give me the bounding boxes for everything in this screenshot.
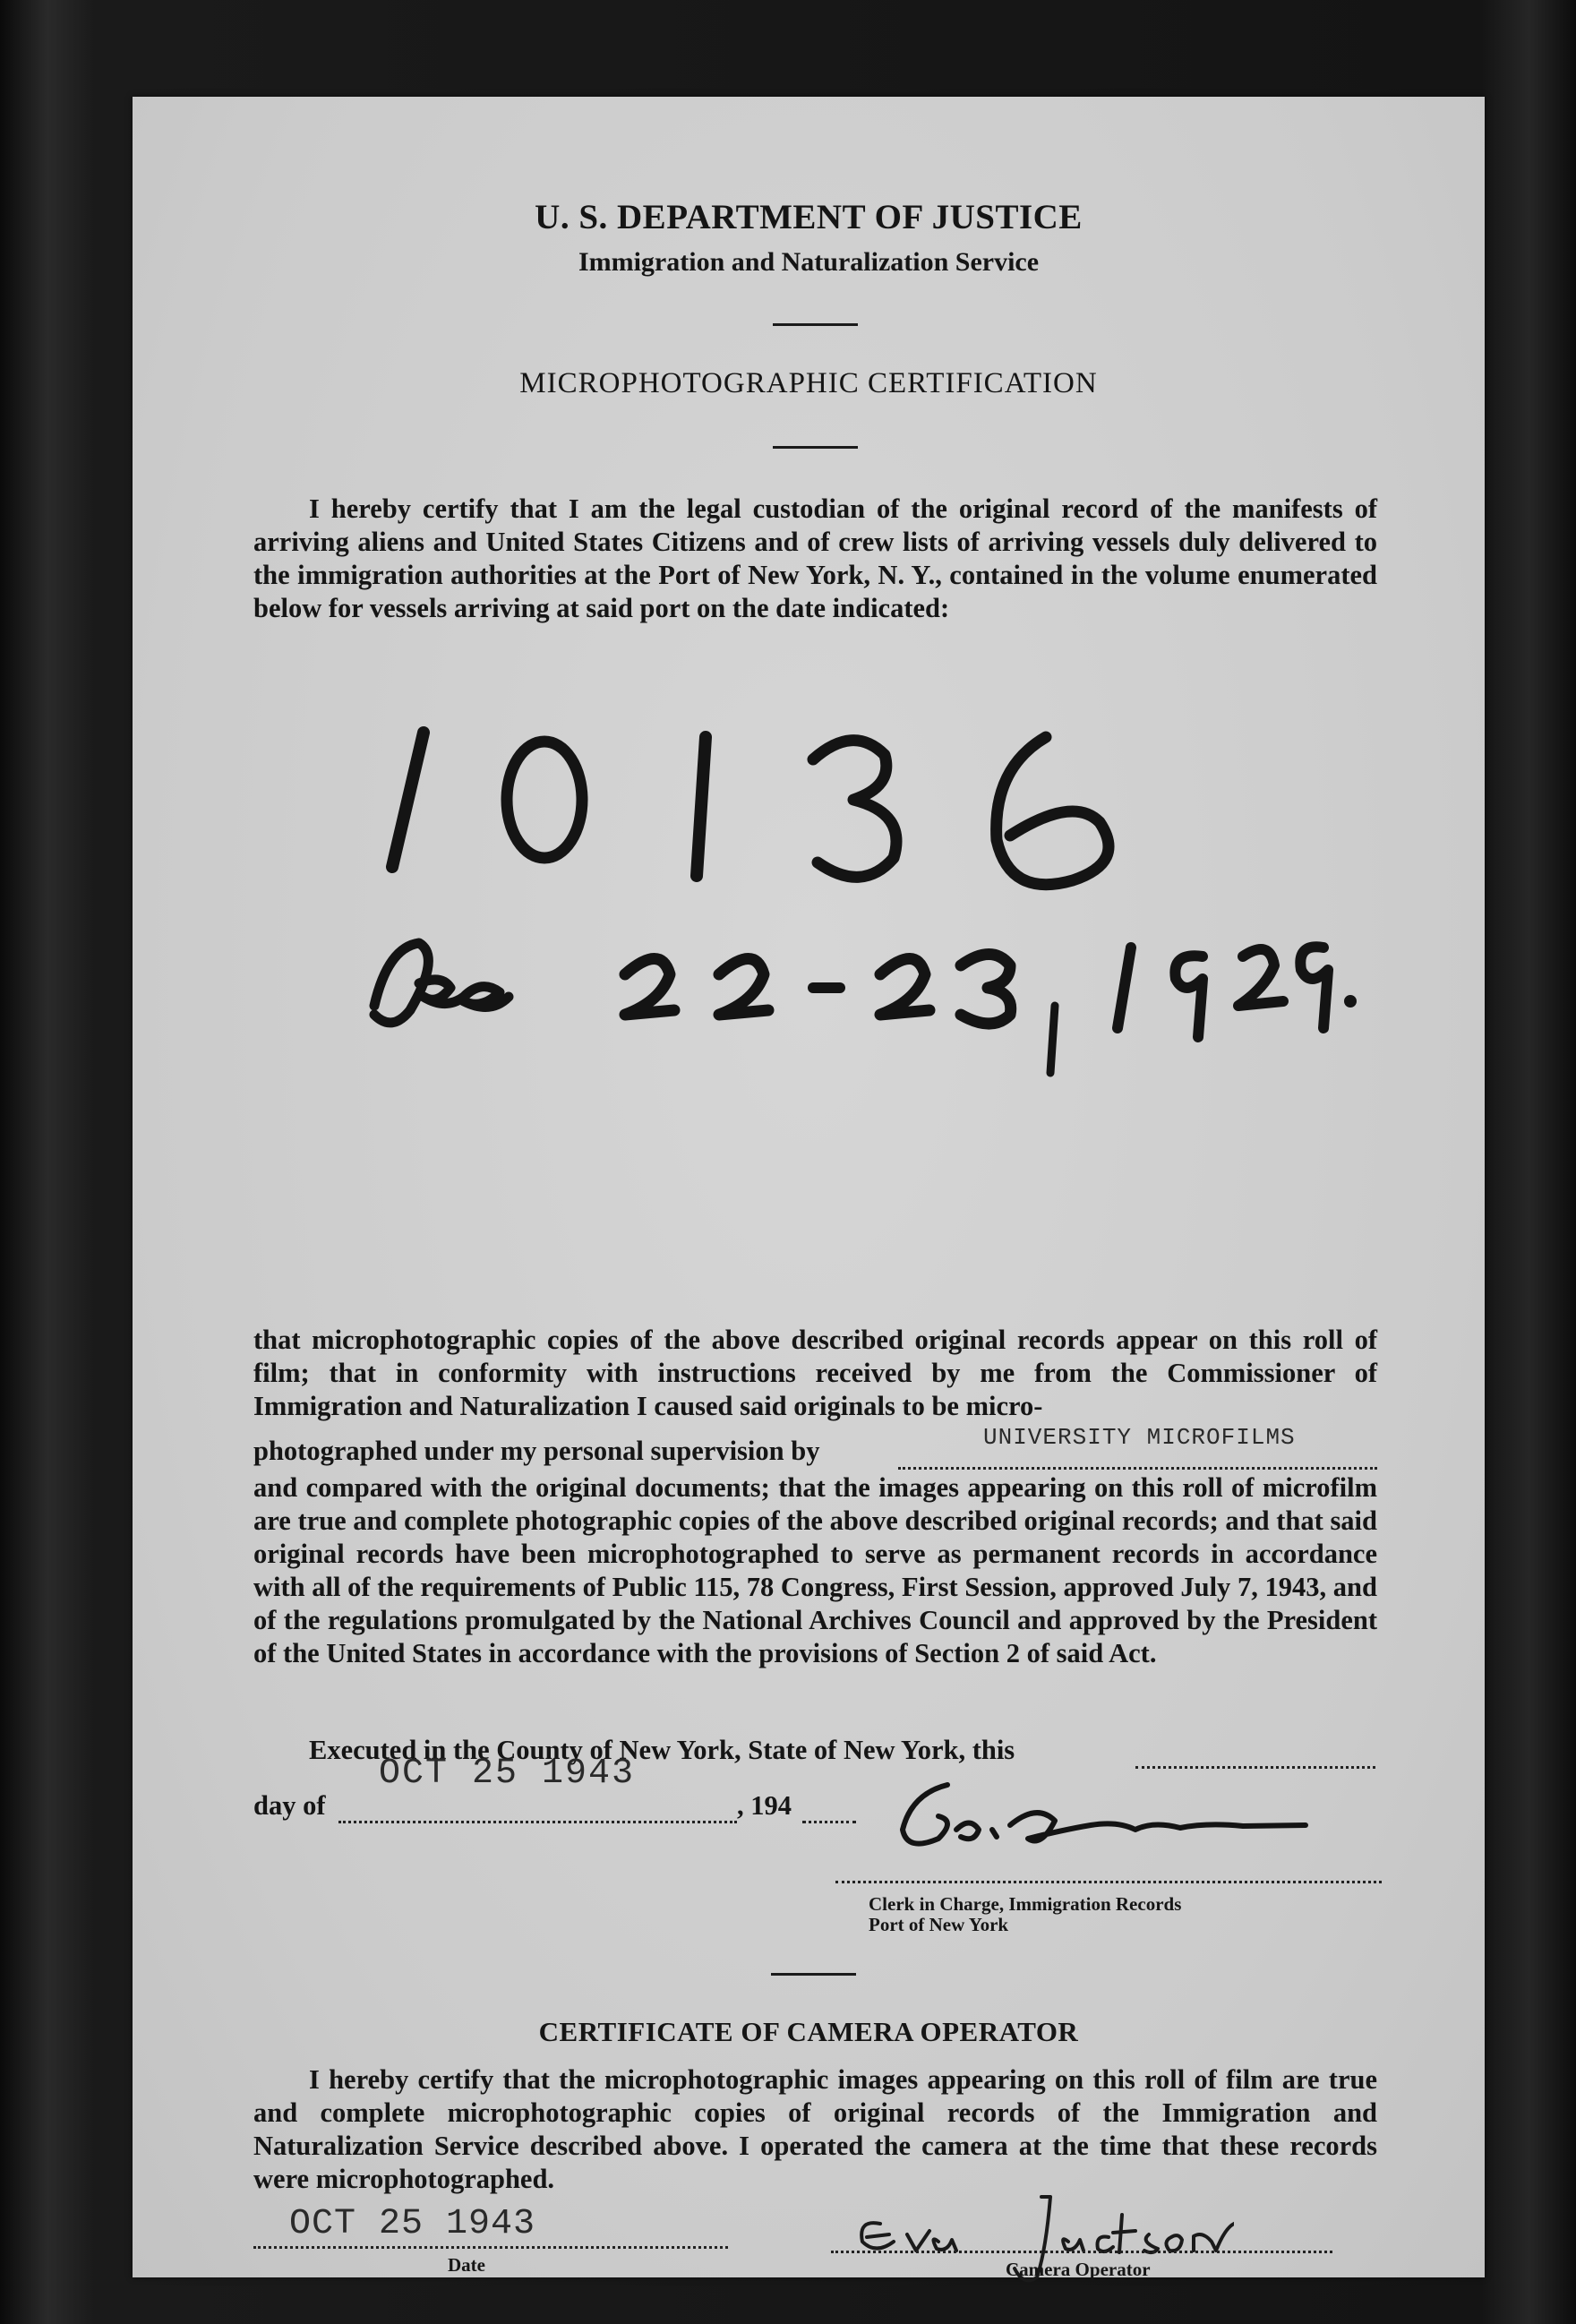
certificate-page	[133, 97, 1485, 2280]
camera-operator-line	[831, 2251, 1332, 2253]
handwritten-entry	[365, 688, 1404, 1189]
executed-date-stamp: OCT 25 1943	[379, 1754, 636, 1794]
supervision-label: photographed under my personal supervision by	[253, 1436, 820, 1466]
handwritten-month	[374, 943, 509, 1023]
camera-date-stamp: OCT 25 1943	[289, 2204, 536, 2244]
camera-paragraph: I hereby certify that the microphotographic images appearing on this roll of film are true and complete microphotographic copies of original records of the Immigration and Naturalization Service described above. I operated the camera at the time that these records were microphotographed.	[253, 2064, 1377, 2194]
clerk-title	[869, 1894, 1181, 1935]
supervisor-stamp: UNIVERSITY MICROFILMS	[983, 1424, 1296, 1451]
year-prefix: , 194	[737, 1790, 792, 1821]
digit-6	[997, 737, 1109, 885]
clerk-signature	[885, 1767, 1315, 1865]
department-heading: U. S. DEPARTMENT OF JUSTICE	[535, 198, 1083, 236]
date-label: Date	[448, 2254, 485, 2276]
camera-operator-heading: CERTIFICATE OF CAMERA OPERATOR	[538, 2016, 1079, 2047]
digit-1a	[392, 733, 424, 867]
body-paragraph-2: and compared with the original documents; that the images appearing on this roll of microfilm are true and complete photographic copies of the above described original records; and that said original records have been microphotographed to serve as permanent records in accordance with all of the requirements of Public 115, 78 Congress, First Session, approved July 7, 1943, and of the regulations promulgated by the National Archives Council and approved by the President of the United States in accordance with the provisions of Section 2 of said Act.	[253, 1472, 1377, 1668]
day-of-dotted-line	[338, 1821, 737, 1823]
day-of-label: day of	[253, 1790, 326, 1821]
camera-operator-label: Camera Operator	[1006, 2259, 1151, 2280]
executed-text: Executed in the County of New York, State of New York, this	[309, 1735, 1015, 1765]
body-paragraph-1: that microphotographic copies of the above described original records appear on this roll of film; that in conformity with instructions received by me from the Commissioner of Immigration and Naturalization I caused said originals to be micro-	[253, 1325, 1377, 1421]
intro-paragraph: I hereby certify that I am the legal custodian of the original record of the manifests of arriving aliens and United States Citizens and of crew lists of arriving vessels duly delivered to the immigration authorities at the Port of New York, N. Y., contained in the volume enumerated below for vessels arriving at said port on the date indicated:	[253, 493, 1377, 623]
year-dotted-line	[802, 1821, 856, 1823]
certification-title: MICROPHOTOGRAPHIC CERTIFICATION	[519, 367, 1098, 399]
digit-0	[507, 742, 582, 858]
digit-1b	[697, 737, 706, 876]
digit-3	[813, 741, 896, 878]
clerk-title-line1: Clerk in Charge, Immigration Records	[869, 1893, 1182, 1915]
divider-second	[773, 446, 858, 449]
clerk-signature-line	[835, 1881, 1382, 1883]
supervision-dotted-line	[898, 1467, 1377, 1470]
camera-date-line	[253, 2246, 728, 2249]
divider-camera	[771, 1973, 856, 1976]
divider-top	[773, 323, 858, 326]
service-subheading: Immigration and Naturalization Service	[578, 247, 1040, 277]
clerk-title-line2: Port of New York	[869, 1914, 1009, 1935]
